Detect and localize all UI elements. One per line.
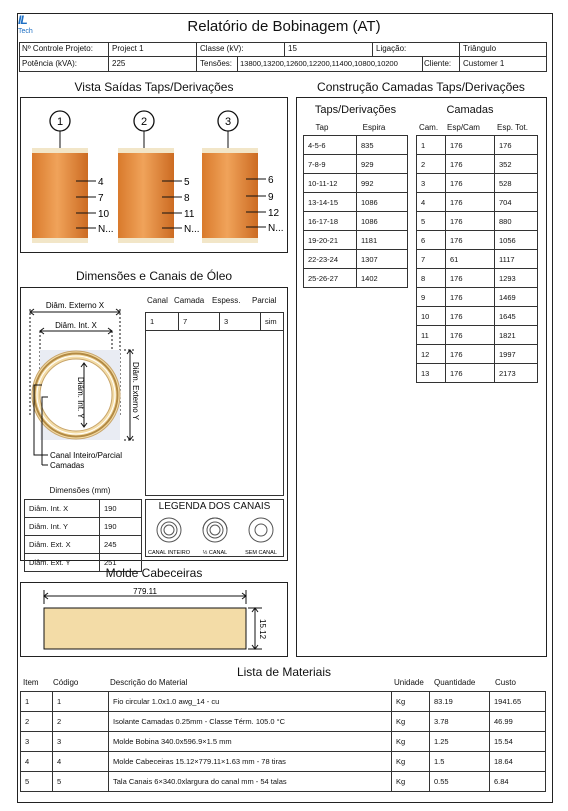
table-cell: 1 [417, 136, 446, 155]
table-row [417, 193, 538, 212]
layers-callout: Camadas [50, 461, 85, 470]
table-cell: 704 [495, 193, 538, 212]
materials-table [20, 691, 546, 792]
col-header-qty: Quantidade [434, 678, 476, 687]
table-cell: 18.64 [490, 752, 546, 772]
int-x-label: Diâm. Int. X [55, 321, 97, 330]
taps-header-tap: Tap [315, 123, 329, 132]
table-row [146, 313, 284, 331]
class-label: Classe (kV): [200, 44, 244, 53]
table-row [417, 288, 538, 307]
table-cell: 1293 [495, 269, 538, 288]
dims-title: Dimensões (mm) [49, 486, 111, 495]
table-row [417, 155, 538, 174]
table-row [417, 136, 538, 155]
table-cell: 190 [100, 500, 142, 518]
table-cell: 1821 [495, 326, 538, 345]
logo-name: Tech [18, 28, 33, 35]
legend-label-full: CANAL INTEIRO [148, 550, 190, 556]
voltages-value: 13800,13200,12600,12200,11400,10800,10200 [240, 59, 398, 68]
table-cell: 176 [446, 288, 495, 307]
table-cell: 1086 [357, 193, 408, 212]
table-cell: Molde Bobina 340.0x596.9×1.5 mm [109, 732, 392, 752]
table-cell: 1941.65 [490, 692, 546, 712]
table-cell: 2 [21, 712, 53, 732]
table-cell: 13 [417, 364, 446, 383]
legend-title: LEGENDA DOS CANAIS [158, 501, 271, 512]
duct-callout: Canal Inteiro/Parcial [50, 451, 123, 460]
connection-label: Ligação: [376, 44, 407, 53]
table-cell: 6 [417, 231, 446, 250]
table-cell: 4 [417, 193, 446, 212]
table-row [21, 772, 546, 792]
coil-body [118, 149, 174, 241]
client-label: Cliente: [424, 59, 452, 68]
power-label: Potência (kVA): [22, 59, 77, 68]
mold-strip [44, 608, 246, 649]
table-cell: 0.55 [430, 772, 490, 792]
table-cell: 251 [100, 554, 142, 572]
table-cell: 1117 [495, 250, 538, 269]
ducts-title: Dimensões e Canais de Óleo [75, 269, 233, 283]
taps-view-diagram [20, 97, 288, 253]
tap-label: 7 [98, 193, 104, 204]
table-cell: 6.84 [490, 772, 546, 792]
table-cell: Diâm. Int. Y [25, 518, 100, 536]
table-cell: Diâm. Ext. Y [25, 554, 100, 572]
col-header-cost: Custo [495, 678, 516, 687]
table-cell: 1469 [495, 288, 538, 307]
voltages-label: Tensões: [200, 59, 233, 68]
table-cell: 1086 [357, 212, 408, 231]
table-row [417, 231, 538, 250]
tap-label: N... [184, 224, 200, 235]
layers-table-title: Camadas [446, 104, 494, 116]
coil-number: 3 [224, 116, 232, 128]
legend-symbols [145, 513, 284, 557]
table-cell: Tala Canais 6×340.0xlargura do canal mm - 54 talas [109, 772, 392, 792]
table-row [417, 212, 538, 231]
tap-label: 4 [98, 177, 104, 188]
channel-header-layer: Camada [174, 296, 205, 305]
table-row [304, 193, 408, 212]
table-cell: 1402 [357, 269, 408, 288]
table-cell: 15.54 [490, 732, 546, 752]
coil-3 [202, 111, 284, 243]
taps-view-title: Vista Saídas Taps/Derivações [74, 80, 234, 94]
table-cell: 7 [179, 313, 220, 331]
table-cell: 3 [21, 732, 53, 752]
table-cell: 1997 [495, 345, 538, 364]
table-row [304, 136, 408, 155]
table-cell: 4 [21, 752, 53, 772]
table-cell: 1.25 [430, 732, 490, 752]
table-cell: Molde Cabeceiras 15.12×779.11×1.63 mm - 78 tiras [109, 752, 392, 772]
coil-section-diagram [20, 287, 142, 483]
table-cell: 25-26-27 [304, 269, 357, 288]
header-grid [19, 42, 547, 72]
table-row [417, 326, 538, 345]
table-cell: 83.19 [430, 692, 490, 712]
table-cell: 528 [495, 174, 538, 193]
table-cell: 5 [21, 772, 53, 792]
tap-label: 8 [184, 193, 190, 204]
table-cell: 2 [53, 712, 109, 732]
table-row [25, 500, 142, 518]
coil-body [32, 149, 88, 241]
ext-x-label: Diâm. Externo X [45, 301, 105, 310]
table-row [21, 732, 546, 752]
coil-2 [118, 111, 200, 243]
table-cell: 1 [21, 692, 53, 712]
table-cell: 176 [446, 307, 495, 326]
table-row [417, 307, 538, 326]
table-row [21, 692, 546, 712]
table-cell: 12 [417, 345, 446, 364]
table-cell: 880 [495, 212, 538, 231]
tap-label: 9 [268, 192, 274, 203]
taps-table [303, 135, 408, 288]
mold-height: 15.12 [258, 619, 267, 640]
table-cell: 7 [417, 250, 446, 269]
table-cell: 245 [100, 536, 142, 554]
layers-header-per-layer: Esp/Cam [447, 123, 480, 132]
project-value: Project 1 [112, 44, 144, 53]
table-cell: 10 [417, 307, 446, 326]
table-cell: 176 [446, 136, 495, 155]
table-cell: 3 [53, 732, 109, 752]
coil-number: 2 [140, 116, 148, 128]
connection-value: Triângulo [463, 44, 497, 53]
table-cell: 176 [446, 193, 495, 212]
table-cell: Diâm. Ext. X [25, 536, 100, 554]
table-cell: 5 [417, 212, 446, 231]
table-row [304, 250, 408, 269]
table-cell: 1307 [357, 250, 408, 269]
col-header-unit: Unidade [394, 678, 424, 687]
tap-label: 11 [184, 209, 195, 220]
table-row [304, 212, 408, 231]
table-cell: 4-5-6 [304, 136, 357, 155]
channel-header-partial: Parcial [252, 296, 277, 305]
channels-table-frame [145, 312, 284, 496]
legend-label-half: ½ CANAL [202, 550, 228, 556]
table-cell: 176 [446, 326, 495, 345]
table-cell: 1056 [495, 231, 538, 250]
table-cell: 13-14-15 [304, 193, 357, 212]
coil-number: 1 [56, 116, 64, 128]
table-cell: 176 [495, 136, 538, 155]
half-duct-icon [203, 518, 227, 542]
channels-table [145, 312, 284, 331]
col-header-code: Código [53, 678, 79, 687]
no-duct-icon [249, 518, 273, 542]
table-cell: 46.99 [490, 712, 546, 732]
table-row [417, 250, 538, 269]
table-cell: Kg [392, 732, 430, 752]
table-cell: 3.78 [430, 712, 490, 732]
table-cell: 8 [417, 269, 446, 288]
table-cell: 352 [495, 155, 538, 174]
table-cell: 835 [357, 136, 408, 155]
tap-label: 5 [184, 177, 190, 188]
construction-title: Construção Camadas Taps/Derivações [317, 80, 525, 94]
table-row [21, 712, 546, 732]
materials-title: Lista de Materiais [236, 665, 332, 679]
layers-header-total: Esp. Tot. [497, 123, 528, 132]
table-cell: 1181 [357, 231, 408, 250]
table-cell: Kg [392, 692, 430, 712]
table-cell: 9 [417, 288, 446, 307]
coil-1 [32, 111, 114, 243]
table-row [25, 518, 142, 536]
table-cell: 7-8-9 [304, 155, 357, 174]
ext-y-label: Diâm. Externo Y [131, 362, 140, 421]
table-row [304, 155, 408, 174]
client-value: Customer 1 [463, 59, 505, 68]
table-cell: 992 [357, 174, 408, 193]
legend-label-none: SEM CANAL [245, 550, 277, 556]
logo-mark: IL [18, 13, 27, 27]
mold-width: 779.11 [133, 587, 157, 596]
table-cell: Kg [392, 752, 430, 772]
table-cell: Kg [392, 772, 430, 792]
table-cell: 11 [417, 326, 446, 345]
table-cell: 176 [446, 364, 495, 383]
table-cell: sim [261, 313, 284, 331]
full-duct-icon [157, 518, 181, 542]
mold-title: Molde Cabeceiras [105, 566, 203, 580]
class-value: 15 [288, 44, 297, 53]
table-cell: 1.5 [430, 752, 490, 772]
table-cell: 176 [446, 345, 495, 364]
table-cell: 176 [446, 212, 495, 231]
table-cell: 3 [417, 174, 446, 193]
tap-label: N... [268, 223, 284, 234]
table-cell: 16-17-18 [304, 212, 357, 231]
table-cell: 10-11-12 [304, 174, 357, 193]
table-cell: 929 [357, 155, 408, 174]
table-row [304, 269, 408, 288]
table-row [304, 231, 408, 250]
table-cell: 3 [220, 313, 261, 331]
layers-table [416, 135, 538, 383]
table-cell: 176 [446, 231, 495, 250]
table-cell: Kg [392, 712, 430, 732]
report-title: Relatório de Bobinagem (AT) [187, 18, 381, 35]
power-value: 225 [112, 59, 126, 68]
table-cell: 176 [446, 155, 495, 174]
col-header-item: Item [23, 678, 39, 687]
table-cell: 2 [417, 155, 446, 174]
layers-header-layer: Cam. [418, 123, 439, 132]
tap-label: 10 [98, 209, 110, 220]
table-row [417, 174, 538, 193]
table-cell: 1 [146, 313, 179, 331]
table-row [25, 536, 142, 554]
channel-header-canal: Canal [147, 296, 168, 305]
col-header-desc: Descrição do Material [110, 678, 188, 687]
taps-table-title: Taps/Derivações [314, 104, 397, 116]
table-cell: 4 [53, 752, 109, 772]
table-row [417, 345, 538, 364]
table-cell: 61 [446, 250, 495, 269]
table-cell: 176 [446, 174, 495, 193]
table-cell: 2173 [495, 364, 538, 383]
tap-label: 12 [268, 208, 280, 219]
table-cell: 190 [100, 518, 142, 536]
table-cell: 19-20-21 [304, 231, 357, 250]
tap-label: 6 [268, 175, 274, 186]
table-cell: 22-23-24 [304, 250, 357, 269]
table-cell: 1645 [495, 307, 538, 326]
taps-header-turns: Espira [362, 123, 386, 132]
dims-table [24, 499, 142, 572]
table-cell: Fio circular 1.0x1.0 awg_14 - cu [109, 692, 392, 712]
project-label: Nº Controle Projeto: [22, 44, 93, 53]
table-row [304, 174, 408, 193]
table-cell: Isolante Camadas 0.25mm - Classe Térm. 105.0 °C [109, 712, 392, 732]
mold-diagram [20, 582, 288, 657]
tap-label: N... [98, 224, 114, 235]
table-cell: Diâm. Int. X [25, 500, 100, 518]
table-cell: 5 [53, 772, 109, 792]
table-cell: 176 [446, 269, 495, 288]
table-row [417, 269, 538, 288]
channel-header-thick: Espess. [212, 296, 241, 305]
table-row [417, 364, 538, 383]
int-y-label: Diâm. Int. Y [76, 377, 85, 419]
table-cell: 1 [53, 692, 109, 712]
table-row [21, 752, 546, 772]
